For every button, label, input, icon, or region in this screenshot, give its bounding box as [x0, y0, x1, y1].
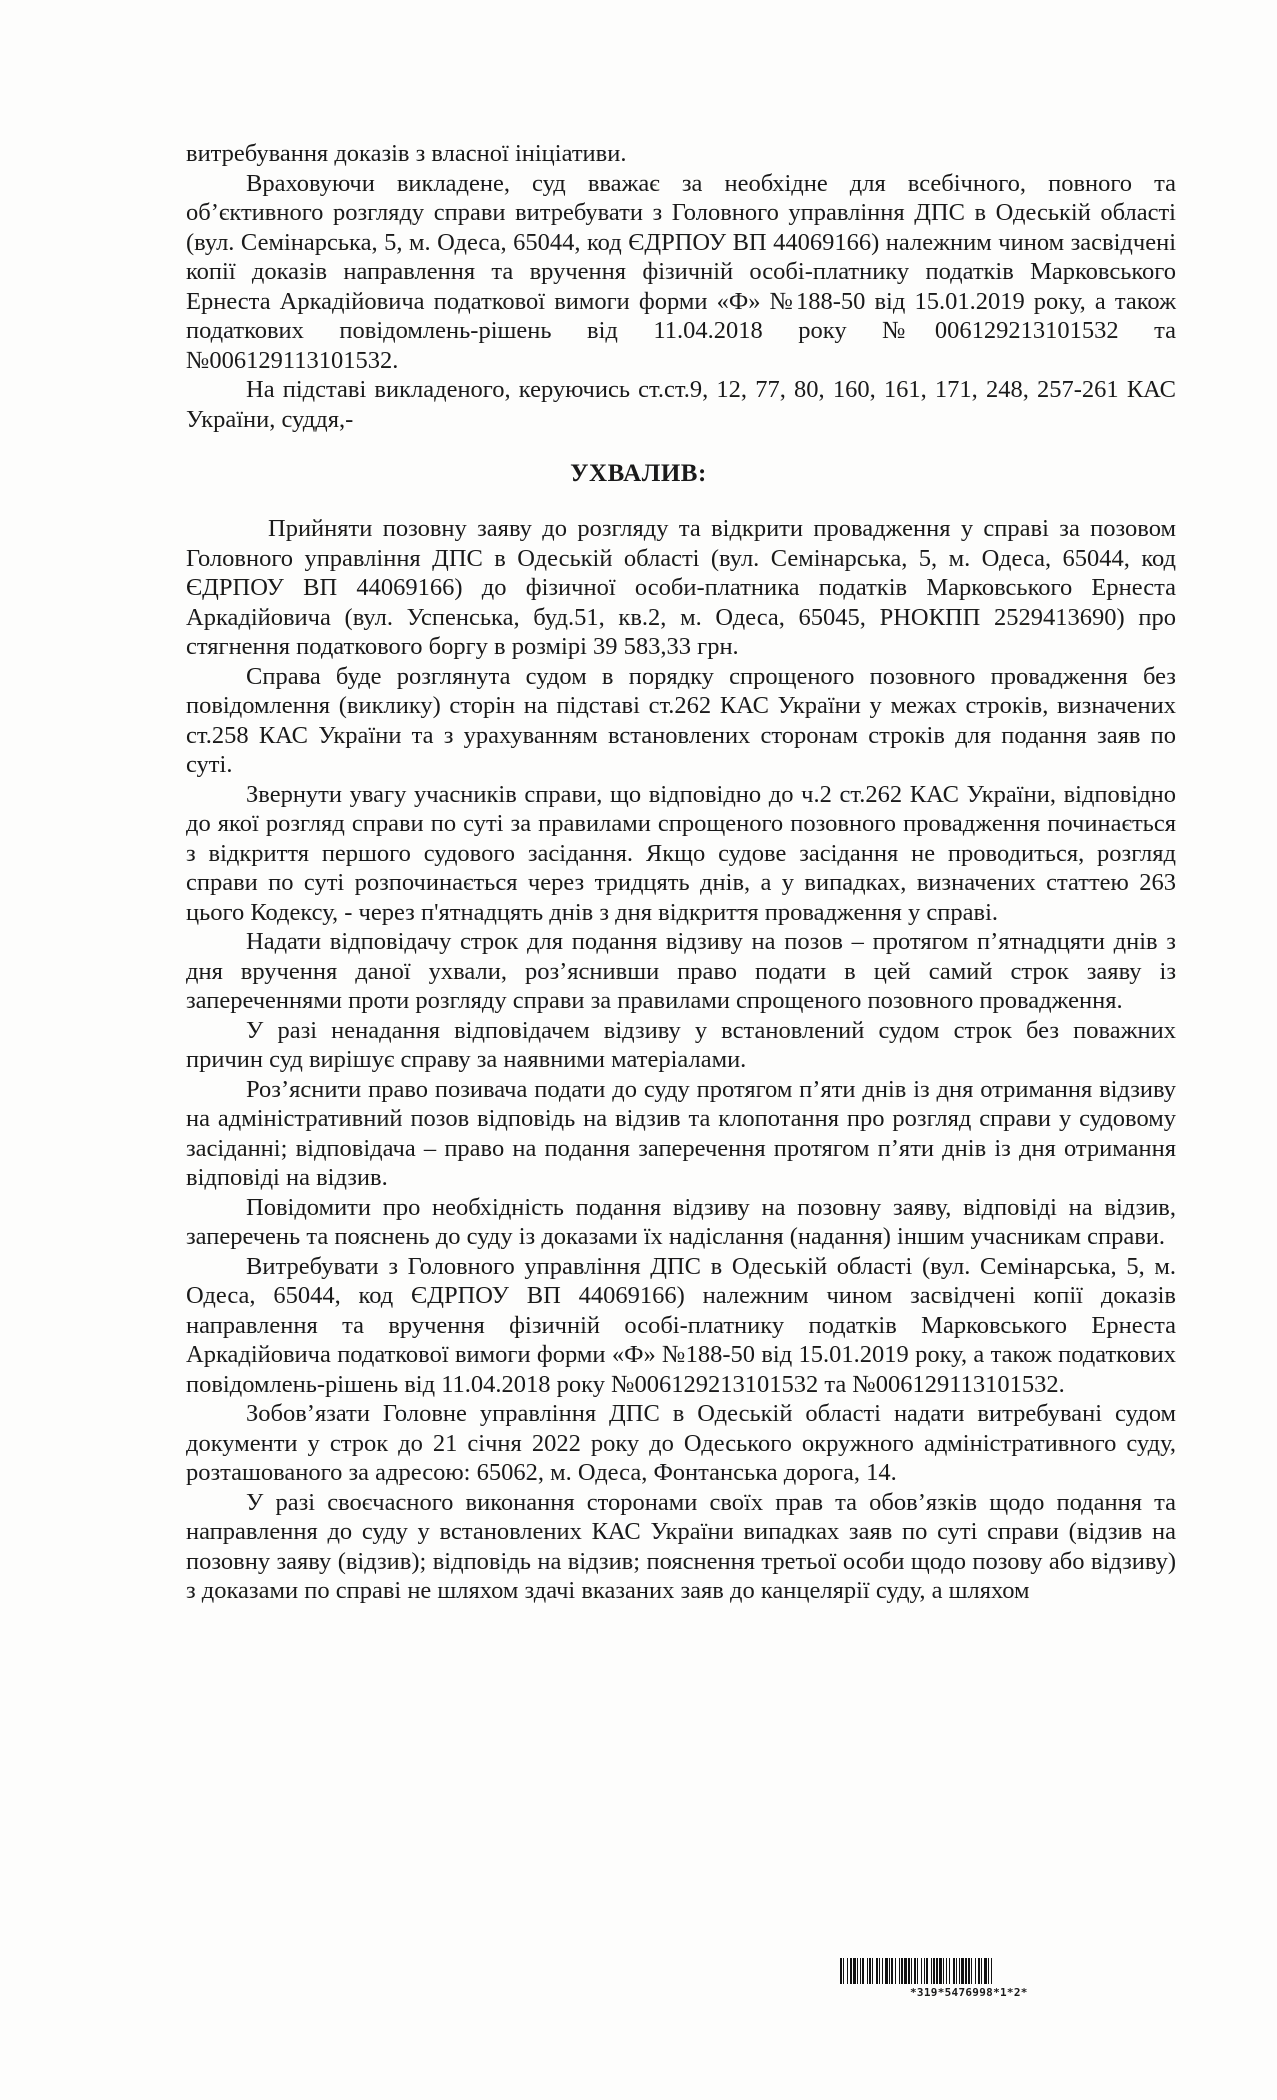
- barcode-bars: [840, 1958, 1170, 1984]
- ruling-paragraph-attention: Звернути увагу учасників справи, що відповідно до ч.2 ст.262 КАС України, відповідно до якої розгляд справи по суті за правилами спрощеного позовного провадження починається з відкриття першого судового засідання. Якщо судове засідання не проводиться, розгляд справи по суті розпочинається через тридцять днів, а у випадках, визначених статтею 263 цього Кодексу, - через п'ятнадцять днів з дня відкриття провадження у справі.: [186, 780, 1176, 926]
- intro-paragraph-legal-basis: На підставі викладеного, керуючись ст.ст.9, 12, 77, 80, 160, 161, 171, 248, 257-261 КАС України, суддя,-: [186, 376, 1176, 433]
- ruling-paragraph-simplified-procedure: Справа буде розглянута судом в порядку спрощеного позовного провадження без повідомлення (виклику) сторін на підставі ст.262 КАС України у межах строків, визначених ст.258 КАС України та з урахуванням встановлених сторонам строків для подання заяв по суті.: [186, 662, 1176, 778]
- intro-continuation-line: витребування доказів з власної ініціативи.: [186, 140, 627, 167]
- barcode-number: *319*5476998*1*2*: [910, 1986, 1028, 1999]
- ruling-paragraph-timely-execution: У разі своєчасного виконання сторонами своїх прав та обов’язків щодо подання та направлення до суду у встановлених КАС України випадках заяв по суті справи (відзив на позовну заяву (відзив); відповідь на відзив; пояснення третьої особи щодо позову або відзиву) з доказами по справі не шляхом здачі вказаних заяв до канцелярії суду, а шляхом: [186, 1488, 1176, 1604]
- ruling-paragraph-open-proceedings: Прийняти позовну заяву до розгляду та відкрити провадження у справі за позовом Головного управління ДПС в Одеській області (вул. Семінарська, 5, м. Одеса, 65044, код ЄДРПОУ ВП 44069166) до фізичної особи-платника податків Марковського Ернеста Аркадійовича (вул. Успенська, буд.51, кв.2, м. Одеса, 65045, РНОКПП 2529413690) про стягнення податкового боргу в розмірі 39 583,33 грн.: [186, 515, 1176, 660]
- ruling-paragraph-explain-rights: Роз’яснити право позивача подати до суду протягом п’яти днів із дня отримання відзиву на адміністративний позов відповідь на відзив та клопотання про розгляд справи у судовому засіданні; відповідача – право на подання заперечення протягом п’яти днів із дня отримання відповіді на відзив.: [186, 1075, 1176, 1191]
- ruling-paragraph-no-response: У разі ненадання відповідачем відзиву у встановлений судом строк без поважних причин суд вирішує справу за наявними матеріалами.: [186, 1016, 1176, 1073]
- intro-paragraph-evidence: Враховуючи викладене, суд вважає за необхідне для всебічного, повного та об’єктивного розгляду справи витребувати з Головного управління ДПС в Одеській області (вул. Семінарська, 5, м. Одеса, 65044, код ЄДРПОУ ВП 44069166) належним чином засвідчені копії доказів направлення та вручення фізичній особі-платнику податків Марковського Ернеста Аркадійовича податкової вимоги форми «Ф» №188-50 від 15.01.2019 року, а також податкових повідомлень-рішень від 11.04.2018 року №006129213101532 та №006129113101532.: [186, 169, 1176, 374]
- document-barcode: [840, 1958, 1170, 1999]
- ruling-paragraph-oblige: Зобов’язати Головне управління ДПС в Одеській області надати витребувані судом документи у строк до 21 січня 2022 року до Одеського окружного адміністративного суду, розташованого за адресою: 65062, м. Одеса, Фонтанська дорога, 14.: [186, 1400, 1176, 1486]
- ruling-paragraph-response-term: Надати відповідачу строк для подання відзиву на позов – протягом п’ятнадцяти днів з дня вручення даної ухвали, роз’яснивши право подати в цей самий строк заяву із запереченнями проти розгляду справи за правилами спрощеного позовного провадження.: [186, 928, 1176, 1014]
- intro-section: [186, 139, 1176, 434]
- barcode-bar: [992, 1958, 994, 1984]
- ruling-paragraph-notify: Повідомити про необхідність подання відзиву на позовну заяву, відповіді на відзив, заперечень та пояснень до суду із доказами їх надіслання (надання) іншим учасникам справи.: [186, 1193, 1176, 1250]
- ruling-section: [186, 514, 1176, 1606]
- ruling-heading: УХВАЛИВ:: [570, 460, 707, 487]
- ruling-paragraph-request-evidence: Витребувати з Головного управління ДПС в Одеській області (вул. Семінарська, 5, м. Одеса, 65044, код ЄДРПОУ ВП 44069166) належним чином засвідчені копії доказів направлення та вручення фізичній особі-платнику податків Марковського Ернеста Аркадійовича податкової вимоги форми «Ф» №188-50 від 15.01.2019 року, а також податкових повідомлень-рішень від 11.04.2018 року №006129213101532 та №006129113101532.: [186, 1252, 1176, 1398]
